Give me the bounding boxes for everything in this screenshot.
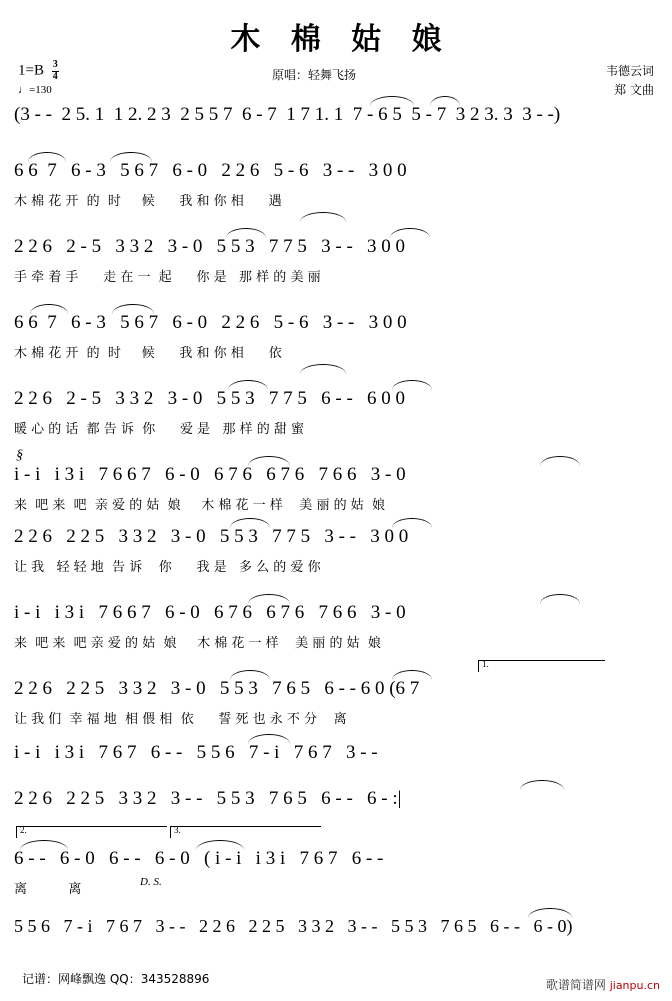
stave-notes: 2 2 6 2 - 5 3 3 2 3 - 0 5 5 3 7 7 5 6 - - 6 0 0 [14,388,406,409]
slur-arc [196,840,244,850]
original-singer-credit: 原唱：轻舞飞扬 [272,68,357,82]
ds-mark: D. S. [140,876,162,888]
site-url: jianpu.cn [609,979,660,992]
slur-arc [28,152,66,162]
slur-arc [248,594,290,604]
slur-arc [528,908,572,918]
ending-label: 1. [482,659,489,669]
ending-bracket-2 [16,826,167,838]
stave-notes: 2 2 6 2 - 5 3 3 2 3 - 0 5 5 3 7 7 5 3 - - 3 0 0 [14,236,406,257]
slur-arc [20,840,68,850]
stave-lyrics: 暖 心 的 话 都 告 诉 你 爱 是 那 样 的 甜 蜜 [14,422,305,437]
transcriber-credit: 记谱：网峰飘逸 QQ：343528896 [22,972,210,986]
slur-arc [248,734,290,744]
slur-arc [112,304,154,314]
stave-notes: i - i i 3 i 7 6 6 7 6 - 0 6 7 6 6 7 6 7 6 6 3 - 0 [14,602,406,623]
slur-arc [370,96,414,106]
stave-notes: 2 2 6 2 2 5 3 3 2 3 - 0 5 5 3 7 6 5 6 - - 6 0 (6 7 [14,678,420,699]
tempo-marking: ♩=130 [18,84,52,96]
meter-denominator: 4 [52,70,58,82]
slur-arc [392,670,432,680]
slur-arc [392,380,432,390]
stave-notes: i - i i 3 i 7 6 7 6 - - 5 5 6 7 - i 7 6 7 3 - - [14,742,378,763]
slur-arc [248,456,290,466]
stave-lyrics: 手 牵 着 手 走 在 一 起 你 是 那 样 的 美 丽 [14,270,321,285]
slur-arc [392,518,432,528]
slur-arc [30,304,68,314]
time-signature [52,60,59,82]
stave-notes: 5 5 6 7 - i 7 6 7 3 - - 2 2 6 2 2 5 3 3 2 3 - - 5 5 3 7 6 5 6 - - 6 - 0) [14,916,573,936]
composer-credit: 郑 文曲 [614,82,654,97]
site-name: 歌谱简谱网 [545,978,606,992]
stave-notes: 6 6 7 6 - 3 5 6 7 6 - 0 2 2 6 5 - 6 3 - - 3 0 0 [14,312,407,333]
slur-arc [300,212,346,222]
slur-arc [390,228,430,238]
page-title: 木 棉 姑 娘 [230,22,452,57]
slur-arc [230,670,270,680]
key-label: 1=B [18,62,44,79]
stave-lyrics: 来 吧 来 吧 亲 爱 的 姑 娘 木 棉 花 一 样 美 丽 的 姑 娘 [14,498,385,513]
stave-lyrics: 木 棉 花 开 的 时 候 我 和 你 相 遇 [14,194,282,209]
slur-arc [520,780,564,790]
stave-lyrics: 来 吧 来 吧 亲 爱 的 姑 娘 木 棉 花 一 样 美 丽 的 姑 娘 [14,636,381,651]
slur-arc [230,518,270,528]
stave-lyrics: 让 我 轻 轻 地 告 诉 你 我 是 多 么 的 爱 你 [14,560,321,575]
ending-bracket-1 [478,660,605,672]
authors-credit [606,62,654,99]
slur-arc [226,228,266,238]
stave-notes: i - i i 3 i 7 6 6 7 6 - 0 6 7 6 6 7 6 7 6 6 3 - 0 [14,464,406,485]
ending-label: 3. [174,825,181,835]
stave-notes: 2 2 6 2 2 5 3 3 2 3 - 0 5 5 3 7 7 5 3 - - 3 0 0 [14,526,409,547]
segno-mark: § [16,448,23,463]
slur-arc [228,380,268,390]
slur-arc [110,152,152,162]
meter-numerator: 3 [52,59,58,70]
stave-notes: 2 2 6 2 2 5 3 3 2 3 - - 5 5 3 7 6 5 6 - - 6 - :| [14,788,402,809]
slur-arc [540,456,580,466]
stave-notes: 6 6 7 6 - 3 5 6 7 6 - 0 2 2 6 5 - 6 3 - - 3 0 0 [14,160,407,181]
ending-bracket-3 [170,826,321,838]
lyricist-credit: 韦德云词 [605,64,654,78]
key-signature [18,60,59,82]
site-watermark [546,976,660,993]
stave-lyrics: 木 棉 花 开 的 时 候 我 和 你 相 依 [14,346,282,361]
stave-lyrics: 让 我 们 幸 福 地 相 偎 相 依 誓 死 也 永 不 分 离 [14,712,347,727]
ending-label: 2. [20,825,27,835]
slur-arc [540,594,580,604]
stave-notes: 6 - - 6 - 0 6 - - 6 - 0 ( i - i i 3 i 7 6 7 6 - - [14,848,384,869]
slur-arc [430,96,460,106]
slur-arc [300,364,346,374]
stave-notes: (3 - - 2 5. 1 1 2. 2 3 2 5 5 7 6 - 7 1 7 1. 1 7 - 6 5 5 - 7 3 2 3. 3 3 - -) [14,104,561,125]
stave-lyrics: 离 离 [14,882,82,897]
